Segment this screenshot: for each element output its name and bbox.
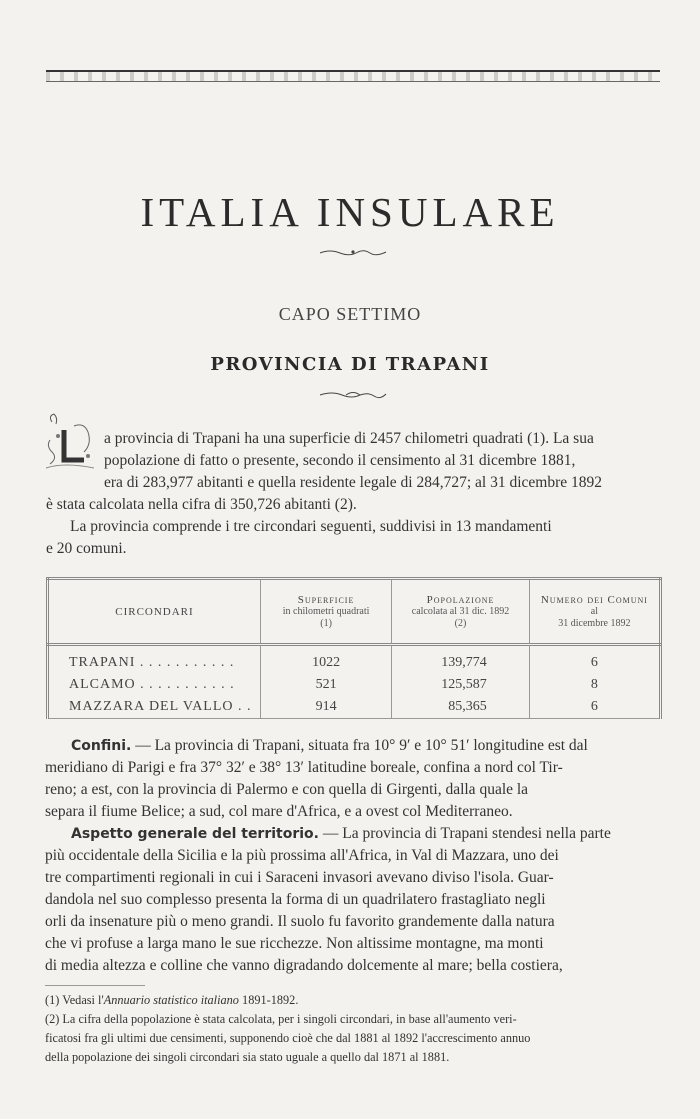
swash-ornament-icon [318,390,388,400]
page-title: ITALIA INSULARE [140,189,560,235]
footnote-2-line: ficatosi fra gli ultimi due censimenti, supponendo cioè che dal 1881 al 1892 l'accrescimento annuo [45,1031,531,1045]
decorated-initial-l-icon [44,412,100,470]
table-row [48,696,661,719]
circondario-name: MAZZARA DEL VALLO . . [48,696,261,719]
paragraph-line: tre compartimenti regionali in cui i Saraceni invasori avevano diviso l'isola. Guar- [45,869,554,886]
intro-line: La provincia comprende i tre circondari seguenti, suddivisi in 13 mandamenti [70,518,552,535]
popolazione-value: 85,365 [392,696,530,719]
ornamental-header-rule [46,70,660,84]
superficie-value: 914 [260,696,391,719]
popolazione-value: 139,774 [392,645,530,675]
footnote-divider [45,985,145,986]
paragraph-line: più occidentale della Sicilia e la più prossima all'Africa, in Val di Mazzara, uno dei [45,847,559,864]
intro-line: e 20 comuni. [46,540,127,557]
province-heading: PROVINCIA DI TRAPANI [210,354,490,375]
paragraph-line: meridiano di Parigi e fra 37° 32′ e 38° 13′ latitudine boreale, confina a nord col Tir- [45,759,563,776]
aspetto-lead: Aspetto generale del territorio. [71,826,319,842]
comuni-value: 6 [529,645,660,675]
superficie-value: 521 [260,674,391,696]
paragraph-line: — La provincia di Trapani stendesi nella parte [319,825,611,842]
footnote-1: (1) Vedasi l'Annuario statistico italiano 1891-1892. [45,993,299,1007]
paragraph-line: — La provincia di Trapani, situata fra 10° 9′ e 10° 51′ longitudine est dal [131,737,588,754]
paragraph-line: di media altezza e colline che vanno digradando dolcemente al mare; bella costiera, [45,957,563,974]
header-circondari: CIRCONDARI [48,579,261,645]
aspetto-paragraph [45,823,665,977]
paragraph-line: separa il fiume Belice; a sud, col mare d'Africa, e a ovest col Mediterraneo. [45,803,513,820]
circondario-name: TRAPANI . . . . . . . . . . . [48,645,261,675]
footnote-2-line: (2) La cifra della popolazione è stata calcolata, per i singoli circondari, in base all'aumento veri- [45,1012,517,1026]
chapter-heading: CAPO SETTIMO [278,304,422,324]
swash-ornament-icon [318,247,388,257]
comuni-value: 6 [529,696,660,719]
paragraph-line: reno; a est, con la provincia di Palermo e con quella di Girgenti, dalla quale la [45,781,529,798]
table-header-row [48,579,661,645]
popolazione-value: 125,587 [392,674,530,696]
intro-line: era di 283,977 abitanti e quella residente legale di 284,727; al 31 dicembre 1892 [104,474,602,491]
header-superficie: Superficie in chilometri quadrati (1) [260,579,391,645]
paragraph-line: dandola nel suo complesso presenta la forma di un quadrilatero frastagliato negli [45,891,546,908]
paragraph-line: orli da insenature più o meno grandi. Il suolo fu favorito grandemente dalla natura [45,913,555,930]
superficie-value: 1022 [260,645,391,675]
confini-paragraph [45,735,665,823]
header-popolazione: Popolazione calcolata al 31 dic. 1892 (2) [392,579,530,645]
intro-line: è stata calcolata nella cifra di 350,726 abitanti (2). [46,496,357,513]
circondari-table [46,577,662,719]
table-row [48,674,661,696]
header-comuni: Numero dei Comuni al 31 dicembre 1892 [529,579,660,645]
footnotes [45,991,670,1067]
footnote-2-line: della popolazione dei singoli circondari sia stato uguale a quello dal 1871 al 1881. [45,1050,450,1064]
table-row [48,645,661,675]
circondario-name: ALCAMO . . . . . . . . . . . [48,674,261,696]
comuni-value: 8 [529,674,660,696]
confini-lead: Confini. [71,738,132,754]
intro-line: popolazione di fatto o presente, secondo il censimento al 31 dicembre 1881, [104,452,576,469]
intro-line: a provincia di Trapani ha una superficie di 2457 chilometri quadrati (1). La sua [104,430,594,447]
paragraph-line: che vi profuse a larga mano le sue ricchezze. Non altissime montagne, ma monti [45,935,544,952]
